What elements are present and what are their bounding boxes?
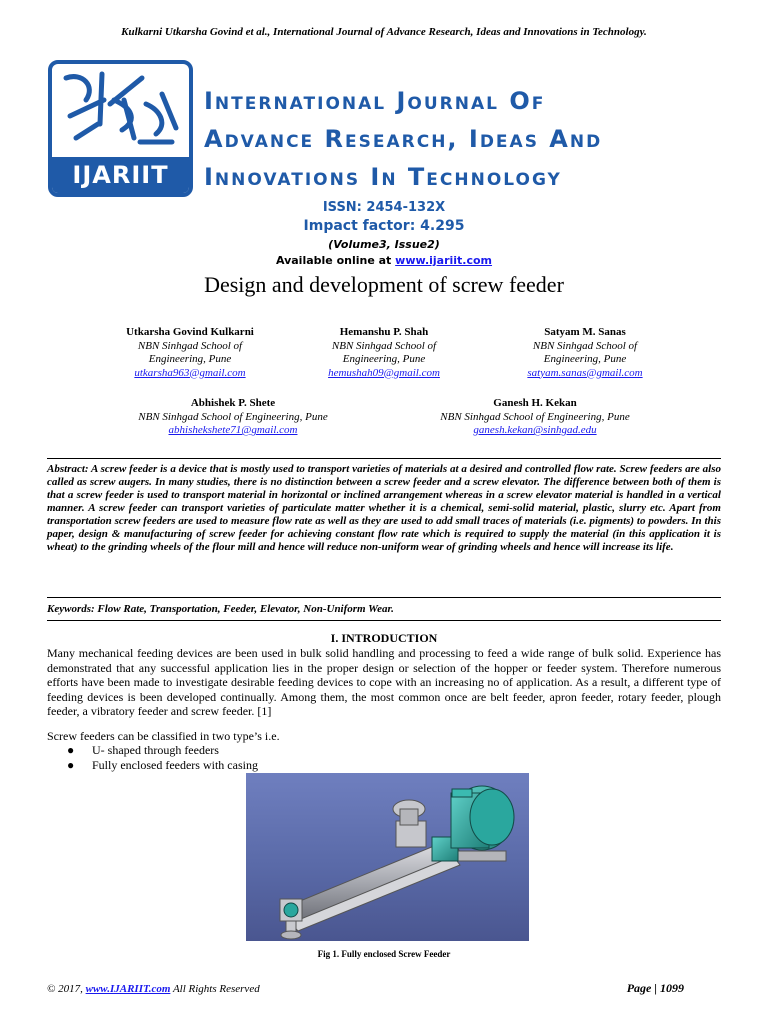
abstract-top-rule (47, 458, 721, 459)
list-item-text: U- shaped through feeders (92, 743, 219, 757)
author-email-link[interactable]: ganesh.kekan@sinhgad.edu (473, 424, 597, 436)
author-affiliation: NBN Sinhgad School of Engineering, Pune (138, 410, 328, 423)
author-email-link[interactable]: abhishekshete71@gmail.com (168, 424, 298, 436)
issn: ISSN: 2454-132X (322, 200, 446, 215)
abstract: Abstract: A screw feeder is a device that is mostly used to transport varieties of materials at a desired and controlled flow rate. Screw feeders are also called as screw augers. In many studies, there is no distinction between a screw feeder and a screw elevator. The difference between both of them is that a screw feeder is used to transport material in horizontal or inclined arrangement whereas in a screw elevator material is handled in a vertical manner. A screw feeder can transport varieties of particulate matter whether it is a chemical, semi-solid material, plastic, slurry etc. Apart from transportation screw feeders are used to measure flow rate as well as they are used to add small traces of materials (i.e. pigments) to powders. In this paper, design & manufacturing of screw feeder for achieving constant flow rate which is required to supply the material (in this application it is wheat) to the grinding wheels of the flour mill and hence will reduce non-uniform wear of grinding wheels and hence will increase its life. (47, 463, 721, 553)
author-affiliation: Engineering, Pune (148, 353, 232, 365)
bullet-icon: ● (67, 743, 75, 757)
author-email-link[interactable]: utkarsha963@gmail.com (134, 366, 246, 379)
keywords-bottom-rule (47, 620, 721, 621)
journal-title (204, 82, 744, 196)
author-affiliation: Engineering, Pune (342, 353, 426, 365)
list-item-text: Fully enclosed feeders with casing (92, 758, 258, 772)
classification-line: Screw feeders can be classified in two type’s i.e. (47, 729, 280, 743)
author-name: Abhishek P. Shete (190, 397, 276, 409)
author-name: Satyam M. Sanas (544, 326, 626, 338)
available-online-prefix: Available online at (275, 254, 396, 267)
copyright-suffix: All Rights Reserved (170, 983, 260, 995)
author-affiliation: NBN Sinhgad School of (532, 339, 638, 352)
footer-copyright (47, 983, 260, 995)
paper-title: Design and development of screw feeder (204, 272, 564, 297)
author-affiliation: NBN Sinhgad School of (137, 339, 243, 352)
author-name: Utkarsha Govind Kulkarni (126, 326, 254, 338)
list-item (67, 743, 258, 758)
logo-emblem-icon (52, 64, 189, 160)
journal-title-line-1: International Journal Of (204, 87, 546, 115)
feeder-type-list (67, 743, 258, 773)
author-name: Ganesh H. Kekan (493, 397, 577, 409)
running-head: Kulkarni Utkarsha Govind et al., International Journal of Advance Research, Ideas and Innovations in Technology. (121, 26, 647, 38)
author-block-1 (90, 326, 290, 380)
footer-website-link[interactable]: www.IJARIIT.com (85, 983, 171, 995)
author-email-link[interactable]: hemushah09@gmail.com (328, 366, 440, 379)
journal-title-line-3: Innovations In Technology (204, 163, 562, 191)
bullet-icon: ● (67, 758, 75, 772)
author-affiliation: NBN Sinhgad School of (331, 339, 437, 352)
author-affiliation: Engineering, Pune (543, 353, 627, 365)
author-name: Hemanshu P. Shah (339, 326, 429, 338)
author-email-link[interactable]: satyam.sanas@gmail.com (527, 366, 643, 379)
figure-screw-feeder-image (246, 773, 529, 941)
logo-text: IJARIIT (52, 157, 189, 193)
volume-issue: (Volume3, Issue2) (328, 238, 440, 251)
journal-logo (48, 60, 193, 197)
author-block-2 (284, 326, 484, 380)
available-online (0, 254, 768, 267)
screw-feeder-illustration (246, 773, 529, 941)
impact-factor: Impact factor: 4.295 (303, 218, 465, 234)
author-block-3 (485, 326, 685, 380)
page-number: Page | 1099 (626, 981, 684, 995)
author-block-5 (405, 397, 665, 438)
author-block-4 (103, 397, 363, 438)
keywords: Keywords: Flow Rate, Transportation, Feeder, Elevator, Non-Uniform Wear. (47, 603, 394, 615)
copyright-prefix: © 2017, (47, 983, 86, 995)
author-affiliation: NBN Sinhgad School of Engineering, Pune (440, 410, 630, 423)
journal-title-line-2: Advance Research, Ideas And (204, 125, 603, 153)
section-heading: I. INTRODUCTION (330, 631, 438, 645)
abstract-bottom-rule (47, 597, 721, 598)
intro-paragraph: Many mechanical feeding devices are been used in bulk solid handling and processing to feed a wide range of bulk solid. Experience has demonstrated that any successful application lies in the proper design or selection of the hopper or feeder system. Therefore numerous efforts have been made to investigate desirable feeding devices to cope with an increasing no of application. As a result, a different type of feeding devices is been developed continually. Among them, the most common once are belt feeder, apron feeder, rotary feeder, plough feeder, a vibratory feeder and screw feeder. [1] (47, 646, 721, 718)
list-item (67, 758, 258, 773)
figure-caption: Fig 1. Fully enclosed Screw Feeder (317, 949, 451, 959)
journal-website-link[interactable]: www.ijariit.com (395, 254, 493, 267)
